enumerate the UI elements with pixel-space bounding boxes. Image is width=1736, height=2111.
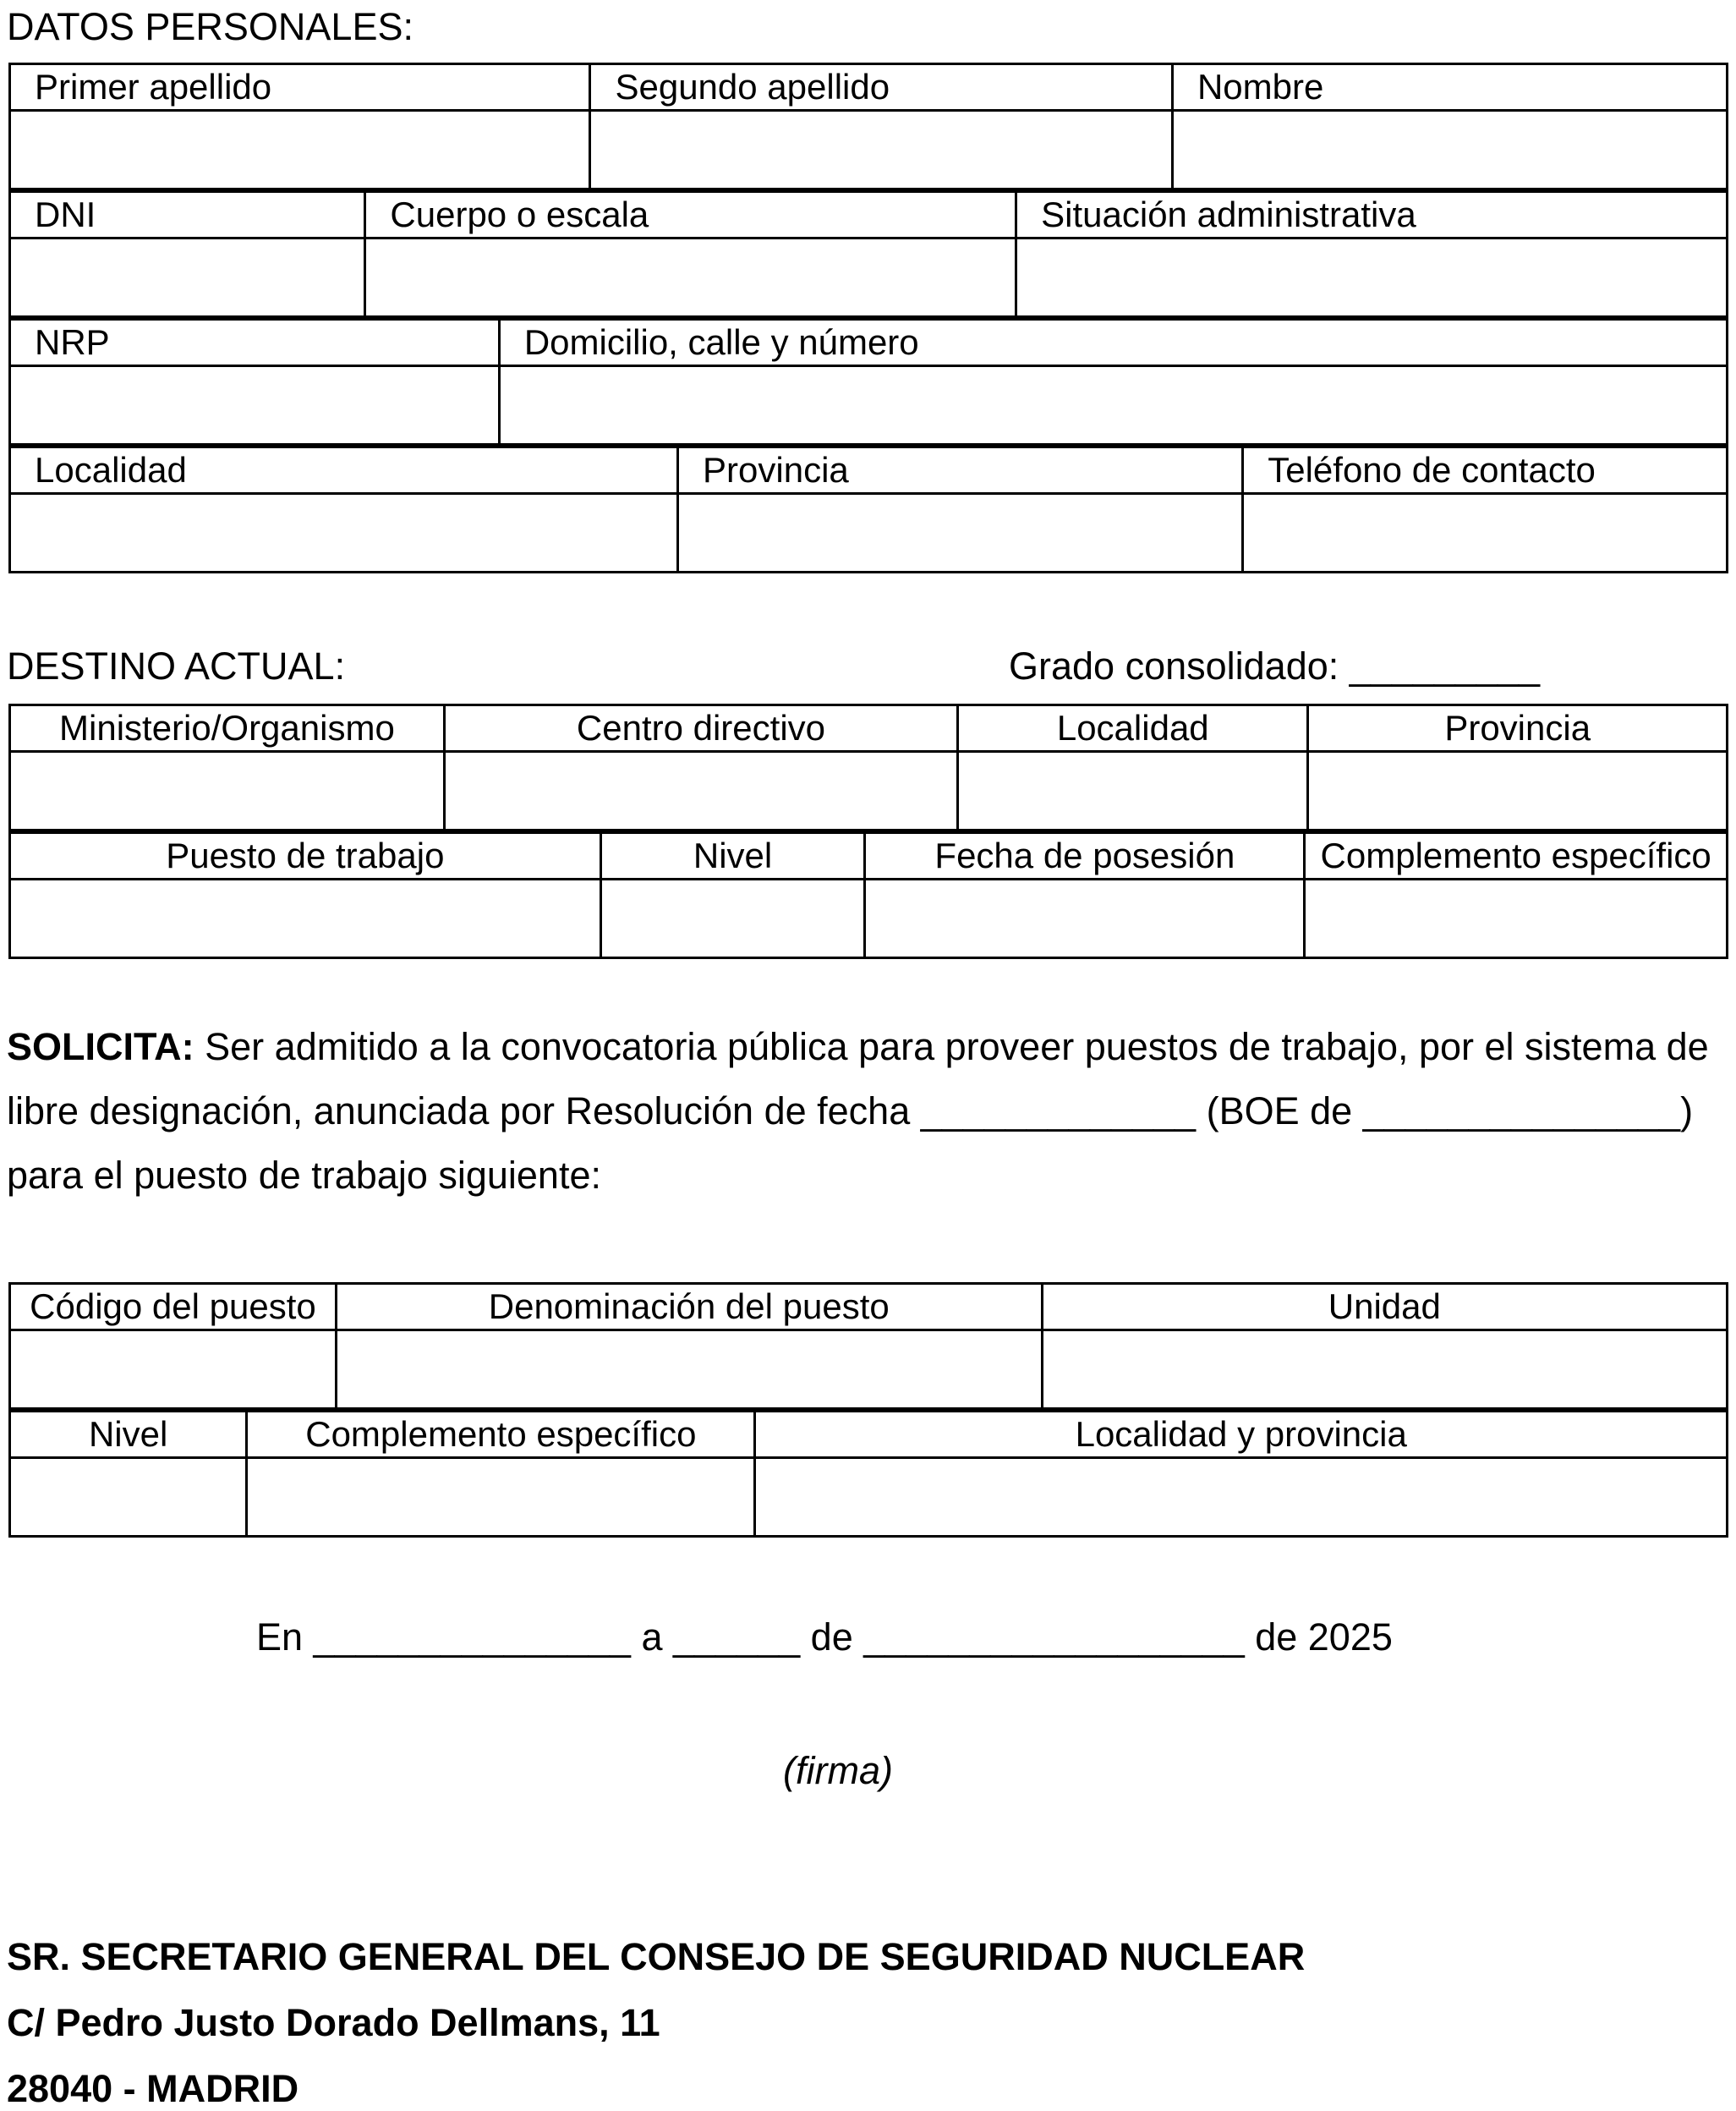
field-destino-complemento[interactable] (1305, 880, 1728, 958)
addressee-footer (7, 1935, 1729, 2111)
grado-consolidado-blank[interactable]: _________ (1349, 644, 1541, 688)
datos-personales-heading: DATOS PERSONALES: (7, 5, 413, 48)
col-header-solicitado-nivel: Nivel (10, 1412, 247, 1458)
puesto-solicitado-table-row1 (8, 1282, 1728, 1410)
col-header-destino-nivel: Nivel (600, 833, 865, 880)
solicita-line-1 (7, 1015, 1729, 1079)
datos-personales-table-row2 (8, 190, 1728, 318)
destino-actual-heading: DESTINO ACTUAL: (7, 644, 346, 688)
table-row (10, 1412, 1728, 1458)
blank-boe-fecha[interactable]: _______________ (1362, 1089, 1681, 1132)
field-destino-provincia[interactable] (1308, 752, 1728, 831)
datos-personales-table-row4 (8, 446, 1728, 573)
field-telefono[interactable] (1243, 494, 1728, 573)
field-puesto-trabajo[interactable] (10, 880, 601, 958)
solicita-paragraph (7, 1015, 1729, 1208)
solicita-bold-label: SOLICITA: (7, 1025, 194, 1068)
field-destino-nivel[interactable] (600, 880, 865, 958)
table-row (10, 752, 1728, 831)
table-row (10, 111, 1728, 189)
table-row (10, 1330, 1728, 1409)
table-row (10, 494, 1728, 573)
grado-consolidado-label: Grado consolidado: (1009, 644, 1350, 688)
firma-label: (firma) (783, 1749, 893, 1792)
col-header-destino-complemento: Complemento específico (1305, 833, 1728, 880)
col-header-localidad-provincia: Localidad y provincia (755, 1412, 1728, 1458)
table-row (10, 320, 1728, 366)
field-localidad-provincia[interactable] (755, 1458, 1728, 1537)
col-header-centro-directivo: Centro directivo (444, 705, 957, 752)
col-header-ministerio-organismo: Ministerio/Organismo (10, 705, 445, 752)
col-header-localidad: Localidad (10, 447, 678, 494)
field-solicitado-nivel[interactable] (10, 1458, 247, 1537)
fecha-pre: En (256, 1615, 314, 1659)
footer-city: 28040 - MADRID (7, 2067, 299, 2110)
table-row (10, 239, 1728, 317)
col-header-primer-apellido: Primer apellido (10, 64, 590, 111)
field-primer-apellido[interactable] (10, 111, 590, 189)
table-row (10, 1458, 1728, 1537)
solicita-line1-text: Ser admitido a la convocatoria pública para proveer puestos de trabajo, por el sistema de (194, 1025, 1709, 1068)
col-header-domicilio: Domicilio, calle y número (499, 320, 1727, 366)
field-fecha-posesion[interactable] (865, 880, 1305, 958)
field-denominacion-puesto[interactable] (336, 1330, 1042, 1409)
table-row (10, 192, 1728, 239)
col-header-destino-provincia: Provincia (1308, 705, 1728, 752)
col-header-dni: DNI (10, 192, 365, 239)
footer-addressee: SR. SECRETARIO GENERAL DEL CONSEJO DE SEGURIDAD NUCLEAR (7, 1935, 1306, 1978)
col-header-situacion-administrativa: Situación administrativa (1016, 192, 1728, 239)
puesto-solicitado-table-row2 (8, 1410, 1728, 1538)
field-nrp[interactable] (10, 366, 500, 445)
col-header-cuerpo-escala: Cuerpo o escala (365, 192, 1016, 239)
fecha-suffix: de 2025 (1244, 1615, 1393, 1659)
fecha-firma-line (256, 1615, 1729, 1659)
field-provincia[interactable] (678, 494, 1243, 573)
table-row (10, 366, 1728, 445)
field-destino-localidad[interactable] (958, 752, 1308, 831)
field-centro-directivo[interactable] (444, 752, 957, 831)
table-row (10, 1284, 1728, 1330)
col-header-segundo-apellido: Segundo apellido (590, 64, 1173, 111)
field-situacion-administrativa[interactable] (1016, 239, 1728, 317)
datos-personales-table-row3 (8, 318, 1728, 446)
col-header-provincia: Provincia (678, 447, 1243, 494)
col-header-fecha-posesion: Fecha de posesión (865, 833, 1305, 880)
field-solicitado-complemento[interactable] (247, 1458, 755, 1537)
grado-consolidado (1009, 644, 1540, 688)
blank-fecha-resolucion[interactable]: _____________ (920, 1089, 1197, 1132)
solicita-line-2 (7, 1079, 1729, 1143)
solicita-line-3 (7, 1143, 1729, 1208)
field-segundo-apellido[interactable] (590, 111, 1173, 189)
blank-fecha-dia[interactable]: ______ (673, 1615, 801, 1659)
table-row (10, 880, 1728, 958)
blank-fecha-mes[interactable]: __________________ (863, 1615, 1245, 1659)
field-nombre[interactable] (1172, 111, 1727, 189)
table-row (10, 447, 1728, 494)
field-domicilio[interactable] (499, 366, 1727, 445)
col-header-destino-localidad: Localidad (958, 705, 1308, 752)
col-header-codigo-puesto: Código del puesto (10, 1284, 337, 1330)
blank-fecha-localidad[interactable]: _______________ (313, 1615, 631, 1659)
table-row (10, 64, 1728, 111)
col-header-telefono: Teléfono de contacto (1243, 447, 1728, 494)
field-dni[interactable] (10, 239, 365, 317)
col-header-nrp: NRP (10, 320, 500, 366)
col-header-unidad: Unidad (1042, 1284, 1727, 1330)
field-cuerpo-escala[interactable] (365, 239, 1016, 317)
footer-street: C/ Pedro Justo Dorado Dellmans, 11 (7, 2001, 660, 2044)
field-localidad[interactable] (10, 494, 678, 573)
table-row (10, 705, 1728, 752)
field-unidad[interactable] (1042, 1330, 1727, 1409)
fecha-sep-a: a (630, 1615, 673, 1659)
fecha-sep-de: de (800, 1615, 864, 1659)
destino-table-row1 (8, 704, 1728, 831)
solicita-line2-close: ) (1680, 1089, 1694, 1132)
destino-actual-row (7, 644, 1729, 688)
datos-personales-table-row1 (8, 63, 1728, 190)
solicita-line2-mid: (BOE de (1196, 1089, 1363, 1132)
field-codigo-puesto[interactable] (10, 1330, 337, 1409)
solicita-line3-text: para el puesto de trabajo siguiente: (7, 1154, 601, 1197)
destino-table-row2 (8, 831, 1728, 959)
solicita-line2-pre: libre designación, anunciada por Resolución de fecha (7, 1089, 921, 1132)
col-header-solicitado-complemento: Complemento específico (247, 1412, 755, 1458)
col-header-denominacion-puesto: Denominación del puesto (336, 1284, 1042, 1330)
table-row (10, 833, 1728, 880)
col-header-puesto-trabajo: Puesto de trabajo (10, 833, 601, 880)
field-ministerio-organismo[interactable] (10, 752, 445, 831)
col-header-nombre: Nombre (1172, 64, 1727, 111)
